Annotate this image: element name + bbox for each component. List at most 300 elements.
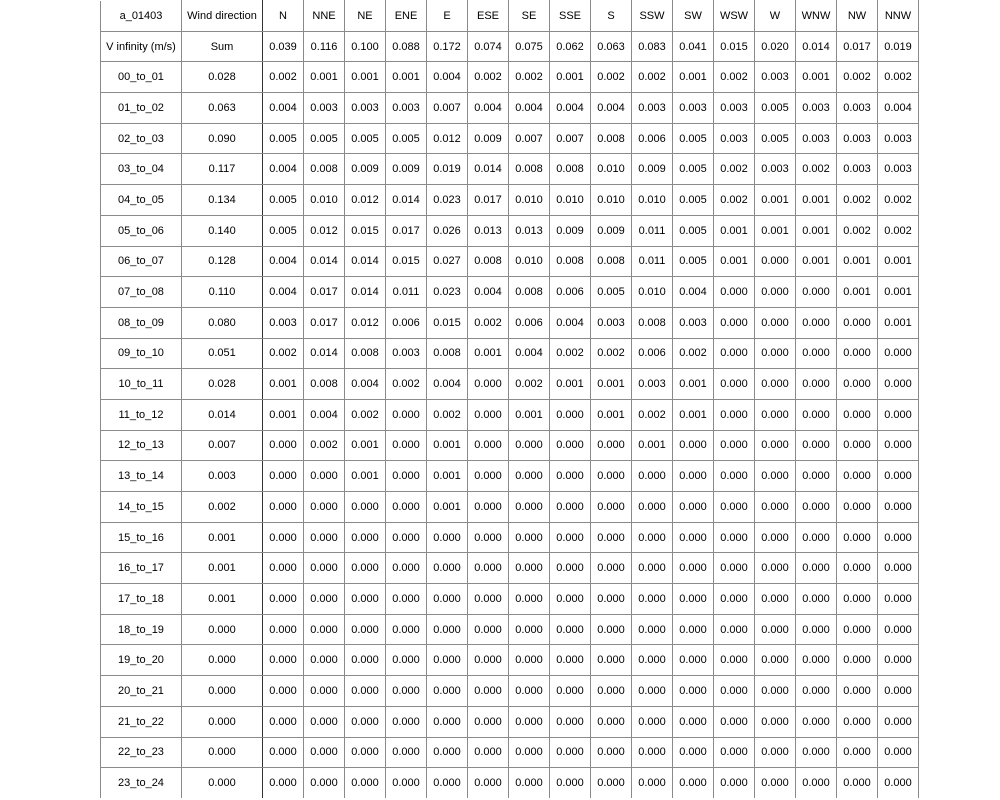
table-row <box>101 461 919 492</box>
frequency-cell: 0.000 <box>878 461 919 492</box>
frequency-cell: 0.000 <box>714 614 755 645</box>
frequency-cell: 0.000 <box>632 461 673 492</box>
frequency-cell: 0.000 <box>837 522 878 553</box>
frequency-cell: 0.003 <box>591 307 632 338</box>
frequency-cell: 0.014 <box>345 277 386 308</box>
row-sum: 0.063 <box>182 93 263 124</box>
frequency-cell: 0.000 <box>796 553 837 584</box>
frequency-cell: 0.010 <box>591 185 632 216</box>
frequency-cell: 0.005 <box>673 215 714 246</box>
frequency-cell: 0.000 <box>878 399 919 430</box>
frequency-cell: 0.003 <box>386 338 427 369</box>
frequency-cell: 0.000 <box>468 522 509 553</box>
table-row <box>101 430 919 461</box>
frequency-cell: 0.000 <box>509 706 550 737</box>
speed-range-label: 07_to_08 <box>101 277 182 308</box>
frequency-cell: 0.002 <box>714 62 755 93</box>
frequency-cell: 0.001 <box>796 62 837 93</box>
frequency-cell: 0.001 <box>427 430 468 461</box>
frequency-cell: 0.000 <box>755 492 796 523</box>
frequency-cell: 0.000 <box>714 430 755 461</box>
frequency-cell: 0.000 <box>632 676 673 707</box>
frequency-cell: 0.002 <box>837 215 878 246</box>
frequency-cell: 0.000 <box>550 492 591 523</box>
frequency-cell: 0.000 <box>468 706 509 737</box>
frequency-cell: 0.002 <box>263 62 304 93</box>
frequency-cell: 0.000 <box>714 399 755 430</box>
frequency-cell: 0.005 <box>673 185 714 216</box>
frequency-cell: 0.000 <box>591 461 632 492</box>
frequency-cell: 0.003 <box>878 123 919 154</box>
frequency-cell: 0.008 <box>304 154 345 185</box>
row-sum: 0.007 <box>182 430 263 461</box>
speed-range-label: 00_to_01 <box>101 62 182 93</box>
frequency-cell: 0.004 <box>263 154 304 185</box>
frequency-cell: 0.000 <box>427 584 468 615</box>
speed-range-label: 12_to_13 <box>101 430 182 461</box>
frequency-cell: 0.000 <box>796 522 837 553</box>
frequency-cell: 0.001 <box>673 399 714 430</box>
frequency-cell: 0.008 <box>509 277 550 308</box>
frequency-cell: 0.000 <box>263 584 304 615</box>
table-row <box>101 307 919 338</box>
frequency-cell: 0.000 <box>304 768 345 799</box>
frequency-cell: 0.012 <box>304 215 345 246</box>
frequency-cell: 0.000 <box>714 676 755 707</box>
frequency-cell: 0.011 <box>386 277 427 308</box>
table-row <box>101 123 919 154</box>
frequency-cell: 0.000 <box>837 706 878 737</box>
frequency-cell: 0.000 <box>345 492 386 523</box>
frequency-cell: 0.000 <box>673 676 714 707</box>
direction-total: 0.172 <box>427 31 468 62</box>
frequency-cell: 0.000 <box>386 645 427 676</box>
frequency-cell: 0.008 <box>632 307 673 338</box>
frequency-cell: 0.017 <box>386 215 427 246</box>
wind-direction-header: Wind direction <box>182 1 263 32</box>
frequency-cell: 0.000 <box>878 369 919 400</box>
frequency-cell: 0.003 <box>263 307 304 338</box>
frequency-cell: 0.003 <box>755 154 796 185</box>
direction-header-ssw: SSW <box>632 1 673 32</box>
frequency-cell: 0.013 <box>509 215 550 246</box>
speed-range-label: 21_to_22 <box>101 706 182 737</box>
direction-header-ese: ESE <box>468 1 509 32</box>
table-row <box>101 522 919 553</box>
frequency-cell: 0.005 <box>755 123 796 154</box>
frequency-cell: 0.000 <box>550 553 591 584</box>
row-sum: 0.134 <box>182 185 263 216</box>
frequency-cell: 0.004 <box>673 277 714 308</box>
frequency-cell: 0.000 <box>632 737 673 768</box>
frequency-cell: 0.003 <box>386 93 427 124</box>
frequency-cell: 0.000 <box>591 768 632 799</box>
direction-header-wnw: WNW <box>796 1 837 32</box>
wind-table-body <box>101 1 919 799</box>
frequency-cell: 0.005 <box>386 123 427 154</box>
frequency-cell: 0.002 <box>837 185 878 216</box>
frequency-cell: 0.004 <box>550 93 591 124</box>
frequency-cell: 0.017 <box>468 185 509 216</box>
row-sum: 0.028 <box>182 62 263 93</box>
frequency-cell: 0.000 <box>550 614 591 645</box>
frequency-cell: 0.008 <box>468 246 509 277</box>
frequency-cell: 0.004 <box>345 369 386 400</box>
frequency-cell: 0.000 <box>386 430 427 461</box>
frequency-cell: 0.000 <box>345 645 386 676</box>
frequency-cell: 0.000 <box>345 706 386 737</box>
frequency-cell: 0.001 <box>550 369 591 400</box>
frequency-cell: 0.002 <box>468 62 509 93</box>
row-sum: 0.090 <box>182 123 263 154</box>
frequency-cell: 0.005 <box>591 277 632 308</box>
row-sum: 0.110 <box>182 277 263 308</box>
speed-range-label: 08_to_09 <box>101 307 182 338</box>
frequency-cell: 0.000 <box>796 614 837 645</box>
frequency-cell: 0.005 <box>304 123 345 154</box>
row-sum: 0.000 <box>182 645 263 676</box>
frequency-cell: 0.000 <box>591 584 632 615</box>
direction-total: 0.017 <box>837 31 878 62</box>
frequency-cell: 0.000 <box>427 614 468 645</box>
frequency-cell: 0.000 <box>755 430 796 461</box>
frequency-cell: 0.004 <box>509 93 550 124</box>
frequency-cell: 0.006 <box>632 338 673 369</box>
frequency-cell: 0.000 <box>386 706 427 737</box>
frequency-cell: 0.000 <box>550 399 591 430</box>
table-row <box>101 553 919 584</box>
table-row <box>101 185 919 216</box>
frequency-cell: 0.002 <box>796 154 837 185</box>
frequency-cell: 0.014 <box>304 338 345 369</box>
frequency-cell: 0.000 <box>632 768 673 799</box>
frequency-cell: 0.000 <box>345 614 386 645</box>
frequency-cell: 0.001 <box>550 62 591 93</box>
table-corner-label: a_01403 <box>101 1 182 32</box>
direction-header-ne: NE <box>345 1 386 32</box>
direction-total: 0.014 <box>796 31 837 62</box>
frequency-cell: 0.000 <box>591 522 632 553</box>
frequency-cell: 0.015 <box>386 246 427 277</box>
frequency-cell: 0.000 <box>755 461 796 492</box>
frequency-cell: 0.006 <box>632 123 673 154</box>
row-sum: 0.000 <box>182 706 263 737</box>
frequency-cell: 0.001 <box>304 62 345 93</box>
frequency-cell: 0.000 <box>714 737 755 768</box>
frequency-cell: 0.000 <box>427 737 468 768</box>
row-sum: 0.002 <box>182 492 263 523</box>
frequency-cell: 0.000 <box>550 584 591 615</box>
frequency-cell: 0.000 <box>837 768 878 799</box>
frequency-cell: 0.000 <box>714 645 755 676</box>
frequency-cell: 0.000 <box>345 584 386 615</box>
row-sum: 0.000 <box>182 614 263 645</box>
frequency-cell: 0.000 <box>878 430 919 461</box>
frequency-cell: 0.023 <box>427 277 468 308</box>
frequency-cell: 0.000 <box>837 338 878 369</box>
frequency-cell: 0.002 <box>714 154 755 185</box>
frequency-cell: 0.004 <box>550 307 591 338</box>
frequency-cell: 0.001 <box>632 430 673 461</box>
row-sum: 0.001 <box>182 522 263 553</box>
frequency-cell: 0.004 <box>509 338 550 369</box>
frequency-cell: 0.004 <box>468 277 509 308</box>
frequency-cell: 0.000 <box>755 277 796 308</box>
frequency-cell: 0.000 <box>714 584 755 615</box>
frequency-cell: 0.000 <box>263 522 304 553</box>
frequency-cell: 0.000 <box>304 706 345 737</box>
frequency-cell: 0.001 <box>468 338 509 369</box>
frequency-cell: 0.014 <box>386 185 427 216</box>
frequency-cell: 0.001 <box>714 246 755 277</box>
row-sum: 0.140 <box>182 215 263 246</box>
speed-range-label: 01_to_02 <box>101 93 182 124</box>
frequency-cell: 0.000 <box>263 614 304 645</box>
frequency-cell: 0.000 <box>468 676 509 707</box>
frequency-cell: 0.000 <box>837 492 878 523</box>
frequency-cell: 0.001 <box>755 185 796 216</box>
frequency-cell: 0.000 <box>509 676 550 707</box>
frequency-cell: 0.000 <box>345 737 386 768</box>
frequency-cell: 0.011 <box>632 215 673 246</box>
frequency-cell: 0.000 <box>878 492 919 523</box>
frequency-cell: 0.005 <box>673 154 714 185</box>
row-sum: 0.080 <box>182 307 263 338</box>
frequency-cell: 0.000 <box>427 768 468 799</box>
frequency-cell: 0.002 <box>837 62 878 93</box>
frequency-cell: 0.002 <box>427 399 468 430</box>
frequency-cell: 0.000 <box>837 307 878 338</box>
frequency-cell: 0.000 <box>837 461 878 492</box>
frequency-cell: 0.014 <box>345 246 386 277</box>
frequency-cell: 0.000 <box>386 676 427 707</box>
frequency-cell: 0.000 <box>345 676 386 707</box>
speed-range-label: 09_to_10 <box>101 338 182 369</box>
table-row <box>101 62 919 93</box>
frequency-cell: 0.002 <box>509 62 550 93</box>
frequency-cell: 0.001 <box>263 369 304 400</box>
frequency-cell: 0.000 <box>550 676 591 707</box>
direction-header-sse: SSE <box>550 1 591 32</box>
speed-range-label: 10_to_11 <box>101 369 182 400</box>
frequency-cell: 0.000 <box>263 492 304 523</box>
frequency-cell: 0.000 <box>878 584 919 615</box>
frequency-cell: 0.005 <box>263 123 304 154</box>
frequency-cell: 0.000 <box>714 768 755 799</box>
direction-total: 0.019 <box>878 31 919 62</box>
frequency-cell: 0.002 <box>550 338 591 369</box>
frequency-cell: 0.000 <box>386 399 427 430</box>
frequency-cell: 0.000 <box>714 461 755 492</box>
frequency-cell: 0.000 <box>304 492 345 523</box>
frequency-cell: 0.000 <box>509 522 550 553</box>
frequency-cell: 0.000 <box>755 522 796 553</box>
frequency-cell: 0.000 <box>878 338 919 369</box>
table-row <box>101 706 919 737</box>
frequency-cell: 0.012 <box>345 185 386 216</box>
frequency-cell: 0.000 <box>550 461 591 492</box>
frequency-cell: 0.000 <box>632 645 673 676</box>
frequency-cell: 0.003 <box>345 93 386 124</box>
frequency-cell: 0.000 <box>878 553 919 584</box>
header-row <box>101 1 919 32</box>
frequency-cell: 0.019 <box>427 154 468 185</box>
frequency-cell: 0.001 <box>509 399 550 430</box>
table-row <box>101 614 919 645</box>
frequency-cell: 0.017 <box>304 277 345 308</box>
frequency-cell: 0.000 <box>509 492 550 523</box>
direction-header-wsw: WSW <box>714 1 755 32</box>
direction-header-sw: SW <box>673 1 714 32</box>
frequency-cell: 0.010 <box>509 246 550 277</box>
speed-range-label: 22_to_23 <box>101 737 182 768</box>
frequency-cell: 0.008 <box>550 246 591 277</box>
frequency-cell: 0.007 <box>509 123 550 154</box>
frequency-cell: 0.000 <box>673 430 714 461</box>
frequency-cell: 0.000 <box>796 461 837 492</box>
frequency-cell: 0.000 <box>837 676 878 707</box>
frequency-cell: 0.000 <box>509 645 550 676</box>
frequency-cell: 0.002 <box>591 62 632 93</box>
frequency-cell: 0.002 <box>345 399 386 430</box>
frequency-cell: 0.000 <box>796 307 837 338</box>
direction-total: 0.041 <box>673 31 714 62</box>
frequency-cell: 0.000 <box>468 399 509 430</box>
frequency-cell: 0.006 <box>550 277 591 308</box>
wind-frequency-table <box>100 0 919 799</box>
table-row <box>101 768 919 799</box>
frequency-cell: 0.000 <box>386 614 427 645</box>
frequency-cell: 0.003 <box>673 93 714 124</box>
frequency-cell: 0.000 <box>427 676 468 707</box>
frequency-cell: 0.000 <box>837 614 878 645</box>
frequency-cell: 0.009 <box>632 154 673 185</box>
frequency-cell: 0.000 <box>509 768 550 799</box>
frequency-cell: 0.000 <box>796 645 837 676</box>
direction-total: 0.039 <box>263 31 304 62</box>
frequency-cell: 0.001 <box>837 277 878 308</box>
frequency-cell: 0.000 <box>796 768 837 799</box>
frequency-cell: 0.007 <box>550 123 591 154</box>
direction-header-w: W <box>755 1 796 32</box>
frequency-cell: 0.001 <box>345 62 386 93</box>
frequency-cell: 0.000 <box>427 522 468 553</box>
direction-total: 0.116 <box>304 31 345 62</box>
frequency-cell: 0.000 <box>673 584 714 615</box>
frequency-cell: 0.007 <box>427 93 468 124</box>
totals-row <box>101 31 919 62</box>
frequency-cell: 0.003 <box>796 93 837 124</box>
frequency-cell: 0.000 <box>714 522 755 553</box>
frequency-cell: 0.000 <box>673 492 714 523</box>
table-row <box>101 93 919 124</box>
frequency-cell: 0.005 <box>673 123 714 154</box>
frequency-cell: 0.000 <box>755 307 796 338</box>
frequency-cell: 0.001 <box>591 369 632 400</box>
frequency-cell: 0.000 <box>304 737 345 768</box>
frequency-cell: 0.000 <box>673 522 714 553</box>
frequency-cell: 0.002 <box>878 185 919 216</box>
frequency-cell: 0.002 <box>509 369 550 400</box>
frequency-cell: 0.000 <box>468 492 509 523</box>
frequency-cell: 0.005 <box>755 93 796 124</box>
frequency-cell: 0.000 <box>509 737 550 768</box>
speed-range-label: 15_to_16 <box>101 522 182 553</box>
table-row <box>101 737 919 768</box>
frequency-cell: 0.000 <box>550 522 591 553</box>
frequency-cell: 0.002 <box>878 215 919 246</box>
frequency-cell: 0.010 <box>550 185 591 216</box>
frequency-cell: 0.000 <box>837 737 878 768</box>
frequency-cell: 0.000 <box>878 768 919 799</box>
frequency-cell: 0.000 <box>878 706 919 737</box>
table-row <box>101 154 919 185</box>
direction-total: 0.015 <box>714 31 755 62</box>
frequency-cell: 0.000 <box>591 706 632 737</box>
frequency-cell: 0.000 <box>755 246 796 277</box>
frequency-cell: 0.010 <box>632 185 673 216</box>
frequency-cell: 0.001 <box>673 369 714 400</box>
frequency-cell: 0.002 <box>304 430 345 461</box>
frequency-cell: 0.000 <box>755 553 796 584</box>
frequency-cell: 0.010 <box>304 185 345 216</box>
frequency-cell: 0.011 <box>632 246 673 277</box>
frequency-cell: 0.015 <box>345 215 386 246</box>
frequency-cell: 0.000 <box>386 553 427 584</box>
frequency-cell: 0.000 <box>878 614 919 645</box>
frequency-cell: 0.000 <box>714 369 755 400</box>
frequency-cell: 0.000 <box>304 553 345 584</box>
frequency-cell: 0.000 <box>386 461 427 492</box>
frequency-cell: 0.008 <box>550 154 591 185</box>
frequency-cell: 0.000 <box>345 768 386 799</box>
frequency-cell: 0.000 <box>591 430 632 461</box>
frequency-cell: 0.008 <box>591 246 632 277</box>
table-row <box>101 492 919 523</box>
frequency-cell: 0.000 <box>632 492 673 523</box>
speed-range-label: 19_to_20 <box>101 645 182 676</box>
frequency-cell: 0.002 <box>263 338 304 369</box>
frequency-cell: 0.000 <box>468 430 509 461</box>
frequency-cell: 0.001 <box>796 246 837 277</box>
frequency-cell: 0.000 <box>263 676 304 707</box>
frequency-cell: 0.000 <box>714 706 755 737</box>
frequency-cell: 0.002 <box>878 62 919 93</box>
frequency-cell: 0.000 <box>755 614 796 645</box>
frequency-cell: 0.003 <box>837 93 878 124</box>
direction-header-nw: NW <box>837 1 878 32</box>
direction-total: 0.063 <box>591 31 632 62</box>
frequency-cell: 0.000 <box>263 461 304 492</box>
frequency-cell: 0.000 <box>714 492 755 523</box>
frequency-cell: 0.000 <box>796 492 837 523</box>
frequency-cell: 0.006 <box>509 307 550 338</box>
frequency-cell: 0.003 <box>714 123 755 154</box>
frequency-cell: 0.000 <box>263 645 304 676</box>
frequency-cell: 0.014 <box>304 246 345 277</box>
frequency-cell: 0.000 <box>755 584 796 615</box>
table-row <box>101 369 919 400</box>
frequency-cell: 0.000 <box>796 676 837 707</box>
frequency-cell: 0.002 <box>591 338 632 369</box>
speed-range-label: 18_to_19 <box>101 614 182 645</box>
frequency-cell: 0.000 <box>673 706 714 737</box>
frequency-cell: 0.003 <box>632 369 673 400</box>
frequency-cell: 0.027 <box>427 246 468 277</box>
frequency-cell: 0.000 <box>427 645 468 676</box>
frequency-cell: 0.015 <box>427 307 468 338</box>
speed-range-label: 11_to_12 <box>101 399 182 430</box>
